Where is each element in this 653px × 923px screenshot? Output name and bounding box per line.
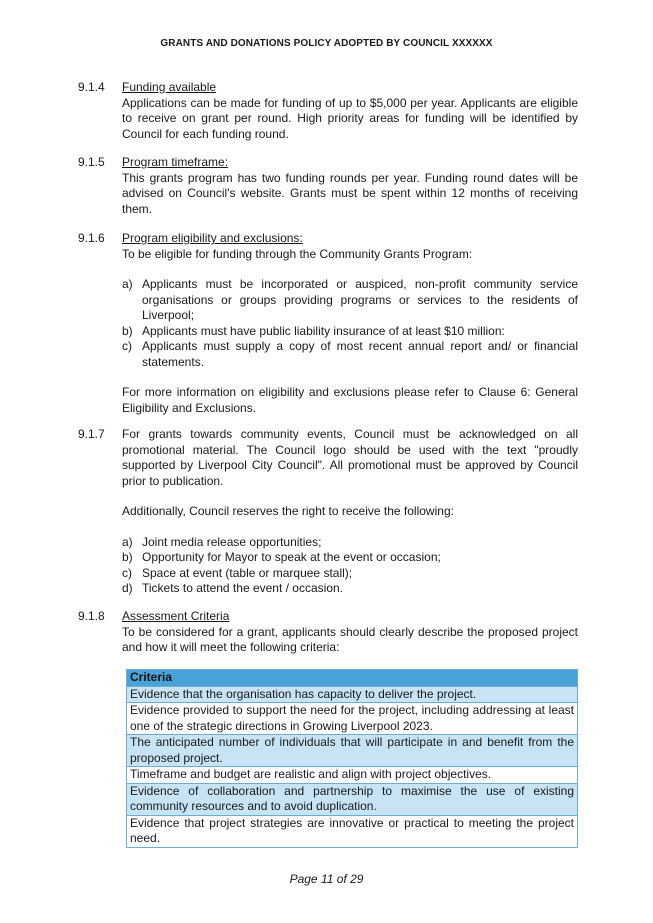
section-text: This grants program has two funding rounds per year. Funding round dates will be advised on Council's website. Grants must be spent within 12 months of receiving them. xyxy=(122,170,578,216)
section-intro: Additionally, Council reserves the right to receive the following: xyxy=(122,504,454,518)
section-outro: For more information on eligibility and exclusions please refer to Clause 6: General Eligibility and Exclusions. xyxy=(122,385,578,415)
list-item: a) Applicants must be incorporated or auspiced, non-profit community service organisations or groups providing programs or services to the residents of Liverpool; xyxy=(122,277,578,322)
list-item: a) Joint media release opportunities; xyxy=(122,534,322,549)
section-title: Program timeframe: xyxy=(122,155,229,169)
section-title: Assessment Criteria xyxy=(122,609,230,623)
section-9-1-5 xyxy=(78,155,578,217)
section-9-1-8 xyxy=(78,609,578,656)
eligibility-list xyxy=(122,277,578,370)
section-text: Applications can be made for funding of up to $5,000 per year. Applicants are eligible to receive on grant per round. High priority areas for funding will be identified by Council for each funding round. xyxy=(122,95,578,141)
section-9-1-4 xyxy=(78,80,578,142)
section-9-1-7 xyxy=(78,427,578,597)
table-row: Evidence that project strategies are innovative or practical to meeting the project need. xyxy=(127,815,578,847)
section-intro: To be eligible for funding through the Community Grants Program: xyxy=(122,246,473,261)
table-row: Evidence provided to support the need for the project, including addressing at least one of the strategic directions in Growing Liverpool 2023. xyxy=(127,703,578,735)
section-text: For grants towards community events, Council must be acknowledged on all promotional material. The Council logo should be used with the text "proudly supported by Liverpool City Council". All promotional must be approved by Council prior to publication. xyxy=(122,427,578,488)
section-number: 9.1.7 xyxy=(78,427,105,441)
section-title: Funding available xyxy=(122,80,217,94)
list-item: d) Tickets to attend the event / occasion. xyxy=(122,581,343,595)
table-row: Evidence that the organisation has capacity to deliver the project. xyxy=(127,686,578,703)
list-item: c) Applicants must supply a copy of most recent annual report and/ or financial statements. xyxy=(122,339,578,369)
section-number: 9.1.6 xyxy=(78,231,105,245)
rights-list xyxy=(122,535,578,597)
criteria-table xyxy=(126,669,578,848)
criteria-header: Criteria xyxy=(127,670,578,687)
page-number: Page 11 of 29 xyxy=(289,872,364,886)
table-row: Evidence of collaboration and partnership to maximise the use of existing community resources and to avoid duplication. xyxy=(127,783,578,815)
section-title: Program eligibility and exclusions: xyxy=(122,231,303,245)
section-number: 9.1.5 xyxy=(78,155,105,169)
table-row: The anticipated number of individuals that will participate in and benefit from the proposed project. xyxy=(127,735,578,767)
section-number: 9.1.8 xyxy=(78,609,105,623)
section-text: To be considered for a grant, applicants should clearly describe the proposed project and how it will meet the following criteria: xyxy=(122,624,578,654)
table-row: Timeframe and budget are realistic and align with project objectives. xyxy=(127,767,578,784)
list-item: b) Applicants must have public liability insurance of at least $10 million: xyxy=(122,323,505,338)
list-item: c) Space at event (table or marquee stall); xyxy=(122,565,353,580)
document-header: GRANTS AND DONATIONS POLICY ADOPTED BY COUNCIL XXXXXX xyxy=(160,38,493,49)
section-number: 9.1.4 xyxy=(78,80,105,94)
section-9-1-6 xyxy=(78,231,578,416)
list-item: b) Opportunity for Mayor to speak at the event or occasion; xyxy=(122,550,441,564)
